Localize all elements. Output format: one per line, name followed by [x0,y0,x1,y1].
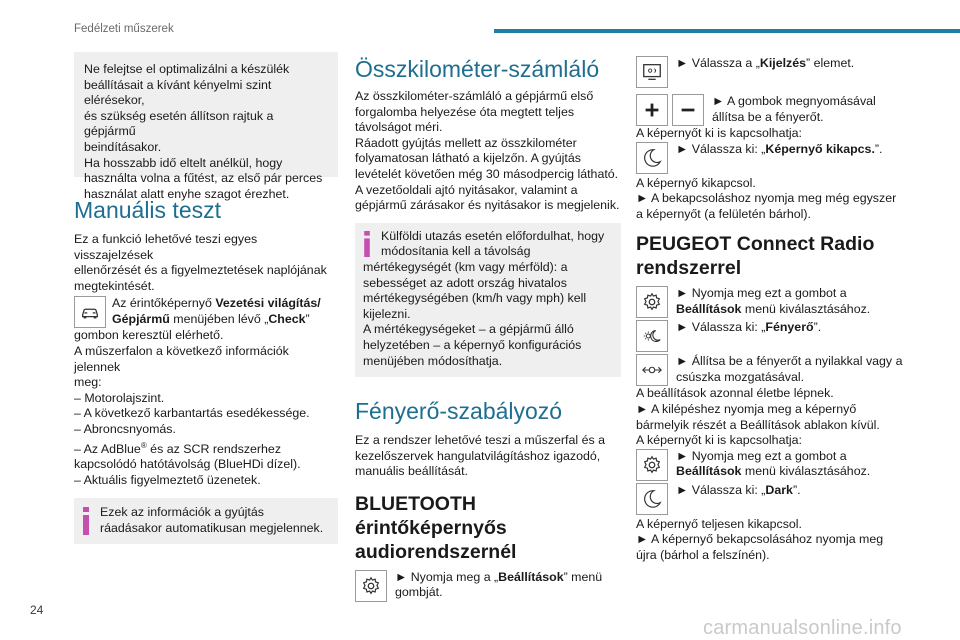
heading-odometer: Összkilométer-számláló [355,56,600,82]
heading-bluetooth: érintőképernyős [355,516,507,539]
sun-moon-icon [636,320,668,352]
moon-icon [636,483,668,515]
car-icon [74,296,106,328]
list-item: – A következő karbantartás esedékessége. [74,406,310,421]
menu-name: Képernyő kikapcs. [765,141,875,156]
paragraph-line: bármelyik részét a Beállítások ablakon kívül. [636,417,880,432]
minus-icon [672,94,704,126]
heading-bluetooth: BLUETOOTH [355,492,476,515]
text: és az SCR rendszerhez [146,441,282,456]
paragraph-line: A beállítások azonnal életbe lépnek. [636,386,834,401]
note-line: beindításakor. [84,139,162,154]
info-box [355,223,621,377]
icon-instruction [74,296,338,328]
paragraph-line: kezelőszervek hangulatvilágításhoz igazodó, [355,448,601,463]
button-name: Check [268,311,306,326]
paragraph-line: újra (bárhol a felszínén). [636,547,770,562]
gear-icon [636,449,668,481]
info-line: kijelezni. [363,306,411,321]
running-header: Fedélzeti műszerek [74,23,174,35]
info-line: helyzetében – a képernyő konfigurációs [363,337,582,352]
menu-name: Beállítások [498,569,564,584]
paragraph-line: levételét követően még 30 másodpercig látható. [355,166,619,181]
gear-icon [355,570,387,602]
text: ► Nyomja meg ezt a gombot a [676,286,847,301]
paragraph-line: távolságot méri. [355,120,443,135]
note-box [74,52,338,201]
heading-peugeot-connect: PEUGEOT Connect Radio [636,233,875,256]
text: ”. [813,320,822,335]
icon-instruction [355,570,621,602]
heading-peugeot-connect: rendszerrel [636,257,742,280]
gear-icon [636,286,668,318]
paragraph-line: a képernyőt (a felületén bárhol). [636,206,811,221]
paragraph-line: A műszerfalon a következő információk jelennek [74,343,289,374]
paragraph-line: kapcsolódó hatótávolság (BlueHDi dízel). [74,457,301,472]
paragraph-line: ► A bekapcsoláshoz nyomja meg még egyszer [636,191,897,206]
text: ► Nyomja meg ezt a gombot a [676,448,847,463]
info-line: menüjében módosíthatja. [363,353,503,368]
info-icon [363,231,371,257]
registered-mark: ® [140,440,147,450]
info-line: mértékegységében (km/h vagy mph) kell [363,291,587,306]
note-line: használat alatt enyhe szagot érezhet. [84,186,290,201]
text: ► Válassza ki: „ [676,482,766,497]
text: állítsa be a fényerőt. [712,109,824,124]
icon-instruction [636,449,908,481]
icon-instruction [636,483,908,515]
menu-name: Vezetési világítás/ [215,296,321,311]
text: ► Válassza a „ [676,56,760,70]
list-item: – Abroncsnyomás. [74,421,176,436]
text: ” [305,311,310,326]
paragraph-line: gombon keresztül elérhető. [74,328,224,343]
note-line: és szükség esetén állítson rajtuk a gépjármű [84,108,274,139]
menu-name: Fényerő [765,320,814,335]
paragraph-line: Ez a funkció lehetővé teszi egyes visszajelzések [74,232,258,262]
column-1 [74,52,338,544]
info-line: módosítania kell a távolság [381,244,531,259]
heading-manual-test: Manuális teszt [74,197,222,223]
paragraph-line: Ez a rendszer lehetővé teszi a műszerfal és a [355,433,605,448]
paragraph-line: gépjármű zárásakor és nyitásakor is megjelenik. [355,198,620,213]
paragraph-line: ellenőrzését és a figyelmeztetések naplójának [74,263,327,278]
text: ” menü [563,569,603,584]
info-line: mértékegységét (km vagy mérföld): a [363,259,568,274]
paragraph-line: ► A képernyő bekapcsolásához nyomja meg [636,532,884,547]
text: ► Válassza ki: „ [676,141,766,156]
paragraph-line: A vezetőoldali ajtó nyitásakor, valamint a [355,182,578,197]
display-brightness-icon [636,56,668,88]
note-line: Ne felejtse el optimalizálni a készülék [84,62,290,76]
list-item [74,438,338,458]
icon-instruction [636,94,908,126]
menu-name: Beállítások [676,464,742,479]
column-2 [355,52,621,602]
slider-arrows-icon [636,354,668,386]
icon-instruction [636,286,908,318]
info-line: A mértékegységeket – a gépjármű álló [363,322,574,337]
column-3 [636,56,908,564]
list-item: – Motorolajszint. [74,390,165,405]
text: ► Válassza ki: „ [676,320,766,335]
heading-brightness: Fényerő-szabályozó [355,398,563,425]
paragraph-line: ► A kilépéshez nyomja meg a képernyő [636,401,857,416]
menu-name: Dark [765,482,793,497]
heading-bluetooth: audiorendszernél [355,540,517,563]
text: gombját. [395,585,443,600]
menu-name: Kijelzés [759,56,807,70]
paragraph-line: Az összkilométer-számláló a gépjármű első [355,89,594,103]
text: ► Nyomja meg a „ [395,569,499,584]
info-line: sebességet az adott ország hivatalos [363,275,567,290]
watermark: carmanualsonline.info [703,617,902,639]
paragraph-line: A képernyőt ki is kapcsolhatja: [636,433,802,448]
text: menü kiválasztásához. [741,464,871,479]
menu-name: Gépjármű [112,311,170,326]
header-accent-bar [494,29,960,33]
info-line: ráadásakor automatikusan megjelennek. [100,521,324,536]
note-line: használta volna a fűtést, az első pár perces [84,171,323,186]
paragraph-line: forgalomba helyezése óta megtett teljes [355,104,575,119]
paragraph-line: manuális beállítását. [355,464,468,479]
text: ”. [874,141,883,156]
text: ” elemet. [806,56,855,70]
paragraph-line: A képernyő teljesen kikapcsol. [636,516,802,531]
icon-instruction [636,320,908,352]
info-line: Ezek az információk a gyújtás [100,505,264,520]
text: ► Állítsa be a fényerőt a nyilakkal vagy a [676,354,903,369]
plus-icon [636,94,668,126]
text: ”. [792,482,801,497]
icon-instruction [636,56,908,88]
text: menü kiválasztásához. [741,301,871,316]
info-line: Külföldi utazás esetén előfordulhat, hogy [381,228,605,243]
paragraph-line: megtekintését. [74,278,155,293]
page-number: 24 [30,603,44,617]
text: Az érintőképernyő [112,296,216,311]
list-item: – Aktuális figyelmeztető üzenetek. [74,472,261,487]
paragraph-line: Ráadott gyújtás mellett az összkilométer [355,135,577,150]
paragraph-line: folyamatosan látható a kijelzőn. A gyújtás [355,151,581,166]
paragraph-line: A képernyő kikapcsol. [636,175,756,190]
info-icon [82,507,90,535]
text: – Az AdBlue [74,441,141,456]
text: ► A gombok megnyomásával [712,94,876,108]
info-box [74,498,338,543]
note-line: Ha hosszabb idő eltelt anélkül, hogy [84,155,283,170]
note-line: beállításait a kívánt kényelmi szint elérésekor, [84,77,272,108]
paragraph-line: meg: [74,375,102,390]
moon-icon [636,142,668,174]
paragraph-line: A képernyőt ki is kapcsolhatja: [636,126,802,140]
menu-name: Beállítások [676,301,742,316]
text: csúszka mozgatásával. [676,369,805,384]
icon-instruction [636,142,908,174]
icon-instruction [636,354,908,386]
text: menüjében lévő „ [169,311,269,326]
